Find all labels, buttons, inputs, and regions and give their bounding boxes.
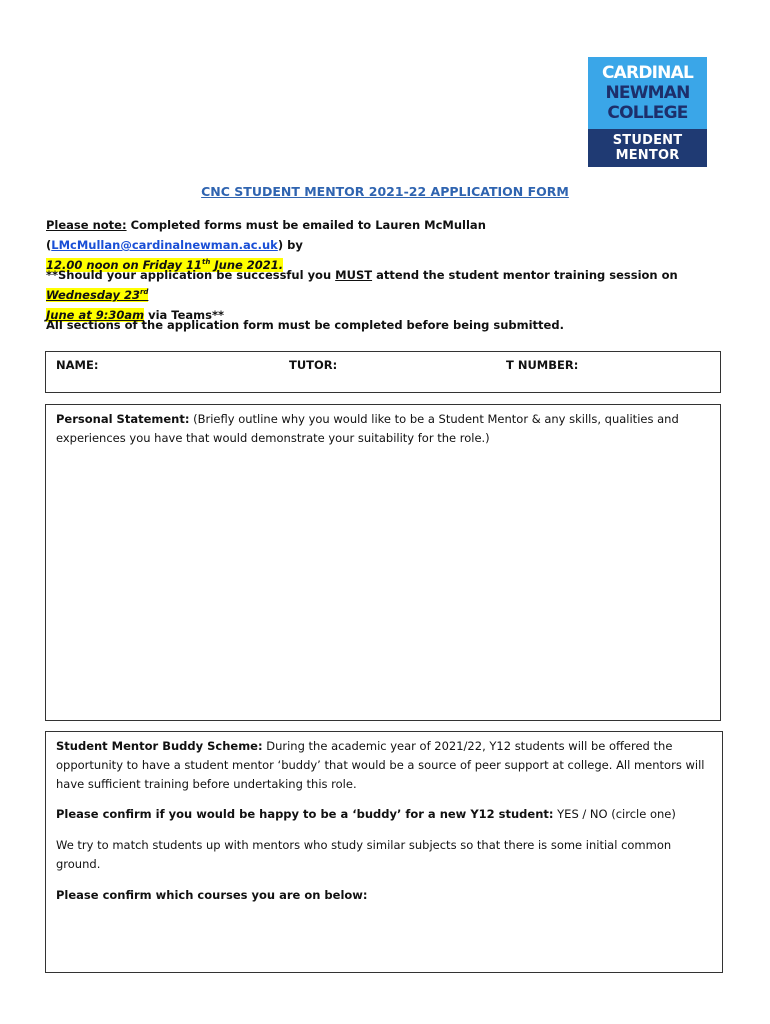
note-after: ) by xyxy=(277,238,303,252)
training-date-a-text: Wednesday 23 xyxy=(46,288,140,302)
courses-label: Please confirm which courses you are on below: xyxy=(56,888,368,902)
logo-subtitle xyxy=(588,129,707,167)
form-title: CNC STUDENT MENTOR 2021-22 APPLICATION FORM xyxy=(201,184,569,199)
logo-sub-1: STUDENT xyxy=(612,133,683,148)
tutor-label: TUTOR: xyxy=(289,358,338,372)
training-a: **Should your application be successful you xyxy=(46,268,336,282)
training-b: attend the student mentor training session on xyxy=(372,268,678,282)
buddy-confirm-options[interactable]: YES / NO (circle one) xyxy=(553,807,676,821)
training-date-b: June at 9:30am xyxy=(46,308,145,322)
courses-prompt xyxy=(56,886,711,905)
name-label: NAME: xyxy=(56,358,99,372)
buddy-intro xyxy=(56,737,711,794)
buddy-label: Student Mentor Buddy Scheme: xyxy=(56,739,263,753)
deadline-b: June 2021. xyxy=(210,258,284,272)
tnumber-label: T NUMBER: xyxy=(506,358,579,372)
buddy-confirm xyxy=(56,805,711,824)
note-text: Completed forms must be emailed to Lauren McMullan ( xyxy=(46,218,486,252)
logo-line-3: COLLEGE xyxy=(607,103,688,123)
deadline-sup: th xyxy=(202,258,211,267)
note-label: Please note: xyxy=(46,218,127,232)
statement-prompt xyxy=(56,410,711,448)
buddy-match-text: We try to match students up with mentors who study similar subjects so that there is some initial common ground. xyxy=(56,838,672,871)
buddy-scheme-box[interactable] xyxy=(45,731,723,973)
statement-label: Personal Statement: xyxy=(56,412,190,426)
deadline-a: 12.00 noon on Friday 11 xyxy=(46,258,202,272)
buddy-confirm-label: Please confirm if you would be happy to be a ‘buddy’ for a new Y12 student: xyxy=(56,807,554,821)
training-date-a xyxy=(46,288,148,302)
all-sections-note: All sections of the application form must be completed before being submitted. xyxy=(46,318,564,332)
statement-text: (Briefly outline why you would like to be a Student Mentor & any skills, qualities and experiences you have that would demonstrate your suitability for the role.) xyxy=(56,412,679,445)
email-link[interactable]: LMcMullan@cardinalnewman.ac.uk xyxy=(51,238,278,252)
personal-statement-box[interactable] xyxy=(45,404,721,721)
training-must: MUST xyxy=(335,268,373,282)
training-c: via Teams** xyxy=(144,308,225,322)
logo-line-1: CARDINAL xyxy=(602,63,693,83)
training-date-sup: rd xyxy=(139,288,149,297)
logo-sub-2: MENTOR xyxy=(615,148,680,163)
logo-wordmark xyxy=(588,57,707,129)
college-logo xyxy=(588,57,707,167)
buddy-text: During the academic year of 2021/22, Y12 students will be offered the opportunity to have a student mentor ‘buddy’ that would be a source of peer support at college. All mentors will have sufficient training before undertaking this role. xyxy=(56,739,705,791)
student-details-box[interactable] xyxy=(45,351,721,393)
logo-line-2: NEWMAN xyxy=(605,83,690,103)
